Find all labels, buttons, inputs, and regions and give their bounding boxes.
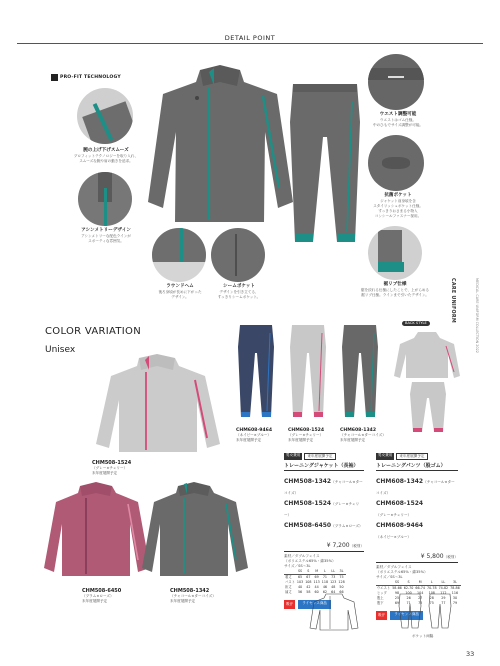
product-2-material-2: （ポリエステル65%・綿35%） bbox=[376, 569, 428, 574]
pocket-note: ポケット両脇 bbox=[412, 634, 434, 638]
callout-2-title: アシンメトリーデザイン bbox=[81, 228, 131, 233]
product-1-material-1: 素材／ダブルフェイス bbox=[284, 553, 320, 558]
product-2-code-3 bbox=[376, 518, 458, 540]
size-table-cell: 108 bbox=[305, 579, 312, 584]
product-1-name: トレーニングジャケット（長袖） bbox=[284, 462, 364, 471]
size-table-cell: 股上 bbox=[377, 595, 384, 600]
size-table-cell: 123 bbox=[330, 579, 337, 584]
variant-chm508-6450-line-1: （プラム×ローズ） bbox=[82, 594, 114, 598]
size-table-cell: ヒップ bbox=[377, 590, 387, 595]
size-table-cell: 56 bbox=[297, 589, 303, 594]
jacket-charcoal bbox=[140, 480, 250, 580]
size-table-cell: 73 bbox=[418, 600, 423, 605]
size-table-cell: 64 bbox=[331, 589, 336, 594]
size-table-cell: 29 bbox=[441, 595, 446, 600]
size-table-cell: 裄丈 bbox=[285, 584, 292, 589]
callout-6-line-3: すっきりおさまる小物入 bbox=[378, 209, 418, 213]
variant-chm508-1342-line-2: 末年度展開予定 bbox=[170, 599, 196, 603]
callout-6-line-4: コンシールファスナー採用。 bbox=[374, 214, 422, 218]
size-table-cell: 3L bbox=[452, 579, 457, 584]
product-2-code-1 bbox=[376, 474, 458, 496]
size-table-cell: 108 bbox=[428, 590, 435, 595]
size-table-cell: 26 bbox=[406, 595, 411, 600]
product-1-badge2: 来年度展開予定 bbox=[304, 453, 335, 460]
variant-chm608-1342 bbox=[340, 428, 386, 443]
product-1-price: ¥ 7,200 bbox=[326, 541, 350, 549]
callout-4-line-1: デザインを引き立てる、 bbox=[219, 290, 259, 294]
variant-chm508-1524-line-2: 末年度展開予定 bbox=[92, 471, 118, 475]
size-table-cell: 44 bbox=[314, 584, 319, 589]
product-1-code-1 bbox=[284, 474, 364, 496]
size-table-cell: 42 bbox=[306, 584, 311, 589]
size-table-cell: 104 bbox=[417, 590, 424, 595]
product-1-code-1-text: CHM508-1342 bbox=[284, 477, 332, 485]
variant-chm608-1524-line-1: （グレー×チェリー） bbox=[288, 433, 324, 437]
size-table-cell: S bbox=[407, 579, 410, 584]
size-table-cell: 79 bbox=[452, 600, 458, 605]
product-1-code-3 bbox=[284, 518, 364, 529]
variant-chm508-1342-code: CHM508-1342 bbox=[170, 588, 210, 594]
product-2-code-3-text: CHM608-9464 bbox=[376, 521, 424, 529]
product-2-badge: 男女兼用 bbox=[376, 453, 394, 460]
color-variation-title: COLOR VARIATION bbox=[45, 326, 141, 337]
product-1-code-3-text: CHM508-6450 bbox=[284, 521, 332, 529]
size-table-cell: 66 bbox=[339, 589, 344, 594]
jacket-plum bbox=[42, 480, 152, 580]
size-table-cell: 98 bbox=[394, 590, 400, 595]
callout-1-line-2: スムーズな腕や肩の動きを追求。 bbox=[79, 159, 133, 163]
size-table-cell: LL bbox=[331, 568, 336, 573]
callout-7-line-2: 裾リブ仕様。ラインまで引いたデザイン。 bbox=[361, 293, 429, 297]
variant-chm608-9464-line-1: （ネイビー×ブルー） bbox=[236, 433, 271, 437]
product-1-tax: （税別） bbox=[349, 543, 364, 548]
size-table-cell: 股下 bbox=[377, 600, 384, 605]
product-2-badge2: 来年度展開予定 bbox=[396, 453, 427, 460]
variant-chm608-9464 bbox=[236, 428, 272, 443]
variant-chm608-9464-code: CHM608-9464 bbox=[236, 428, 273, 433]
callout-3-line-2: デザイン。 bbox=[171, 295, 189, 299]
callout-7 bbox=[340, 282, 450, 298]
product-1-tag-2: ライセンス商品 bbox=[298, 600, 331, 609]
jacket-silver bbox=[93, 352, 223, 457]
callout-7-line-1: 裾を絞れる仕様にしたことで、上がらめる bbox=[360, 288, 430, 292]
size-table-cell: L bbox=[324, 568, 326, 573]
size-table-cell: 75 bbox=[339, 574, 344, 579]
callout-1-title: 腕の上げ下げスムーズ bbox=[83, 148, 129, 153]
callout-2-line-1: アシンメトリーな配色ラインが bbox=[81, 234, 131, 238]
variant-chm608-1524 bbox=[288, 428, 324, 443]
size-table-cell: SS bbox=[297, 568, 303, 573]
brand-name: PRO-FIT TECHNOLOGY bbox=[60, 75, 121, 80]
size-table-cell: 27 bbox=[418, 595, 423, 600]
side-label-sub: MEDICAL CARE UNIFORM COLLECTION 2022 bbox=[475, 278, 479, 353]
product-2-material-1: 素材／ダブルフェイス bbox=[376, 564, 412, 569]
back-style-badge: BACK STYLE bbox=[402, 321, 430, 326]
detail-seam-pocket bbox=[211, 228, 265, 282]
flat-pants-drawing bbox=[396, 592, 456, 632]
product-1-tag-1: 吸汗 bbox=[284, 600, 295, 609]
callout-5 bbox=[348, 112, 448, 128]
size-table-cell: バスト bbox=[285, 579, 295, 584]
size-table-row bbox=[376, 585, 461, 591]
callout-5-line-2: 中のひもでサイズ調整が可能。 bbox=[372, 123, 424, 127]
variant-chm508-1342 bbox=[170, 588, 216, 604]
variant-chm508-1342-line-1: （チャコール×ターコイズ） bbox=[170, 594, 216, 598]
back-style-jacket bbox=[392, 330, 462, 380]
size-table-cell: 48 bbox=[331, 584, 336, 589]
product-1-code-1-note: （チャコール×ターコイズ） bbox=[284, 479, 363, 495]
callout-4-line-2: すっきりシームポケット。 bbox=[217, 295, 261, 299]
size-table-cell: ウエスト bbox=[377, 585, 391, 590]
variant-chm508-6450 bbox=[82, 588, 121, 604]
detail-collar bbox=[78, 172, 132, 226]
detail-shoulder bbox=[77, 88, 133, 144]
size-table-cell: 118 bbox=[321, 579, 329, 584]
callout-4-title: シームポケット bbox=[223, 284, 255, 289]
header-rule bbox=[17, 43, 483, 44]
detail-cuff bbox=[368, 226, 422, 280]
size-table-cell: 62-70 bbox=[403, 585, 414, 590]
size-table-cell: S bbox=[307, 568, 310, 573]
size-table-cell: 69 bbox=[394, 600, 400, 605]
product-spec-jacket bbox=[284, 453, 364, 609]
pants-navy bbox=[236, 323, 276, 423]
size-table-cell: 46 bbox=[322, 584, 328, 589]
size-table-cell: 67 bbox=[306, 574, 311, 579]
size-table-cell: 袖丈 bbox=[285, 589, 292, 594]
size-table-cell: 30 bbox=[452, 595, 458, 600]
detail-waist bbox=[368, 54, 424, 110]
size-table-cell: 58-66 bbox=[392, 585, 402, 590]
size-table-cell: 3L bbox=[339, 568, 344, 573]
variant-chm508-1524-line-1: （グレー×チェリー） bbox=[92, 466, 128, 470]
color-variation-subtitle: Unisex bbox=[45, 345, 76, 355]
variant-chm608-9464-line-2: 末年度展開予定 bbox=[236, 438, 262, 442]
size-table-cell: 着丈 bbox=[285, 574, 292, 579]
callout-6-line-2: スタイリッシュポケット仕様。 bbox=[373, 204, 423, 208]
variant-chm508-6450-line-2: 末年度展開予定 bbox=[82, 599, 108, 603]
variant-chm608-1342-line-1: （チャコール×ターコイズ） bbox=[340, 433, 386, 437]
brand-logo bbox=[51, 74, 121, 81]
product-2-code-2-note: （グレー×チェリー） bbox=[376, 512, 412, 517]
size-table-cell: M bbox=[418, 579, 422, 584]
side-label-main: CARE UNIFORM bbox=[450, 278, 455, 323]
header-title: DETAIL POINT bbox=[224, 34, 276, 42]
size-table-cell: 73 bbox=[331, 574, 336, 579]
size-table-cell: 70-78 bbox=[426, 585, 437, 590]
product-1-price-row bbox=[284, 532, 364, 552]
callout-3-title: ラウンドヘム bbox=[166, 284, 194, 289]
callout-3-line-1: 後ろ身頃が長めに下がった bbox=[158, 290, 202, 294]
callout-5-title: ウエスト調整可能 bbox=[379, 112, 417, 117]
size-table-cell: 50 bbox=[339, 584, 344, 589]
product-1-code-2-note: （グレー×チェリー） bbox=[284, 501, 360, 517]
size-table-cell: M bbox=[315, 568, 319, 573]
size-table-cell: 71 bbox=[406, 600, 411, 605]
hero-jacket bbox=[145, 62, 295, 232]
product-1-code-2-text: CHM508-1524 bbox=[284, 499, 332, 507]
product-2-tag-2: ライセンス商品 bbox=[390, 611, 423, 620]
product-2-code-3-note: （ネイビー×ブルー） bbox=[376, 534, 411, 539]
back-style-pants bbox=[408, 380, 448, 435]
page-number: 33 bbox=[466, 650, 475, 658]
variant-chm608-1524-code: CHM608-1524 bbox=[288, 428, 325, 433]
size-table-cell: 69 bbox=[314, 574, 319, 579]
size-table-cell: 62 bbox=[322, 589, 328, 594]
product-2-code-1-note: （チャコール×ターコイズ） bbox=[376, 479, 455, 495]
size-table-cell: SS bbox=[394, 579, 400, 584]
callout-2 bbox=[56, 228, 156, 244]
variant-chm608-1524-line-2: 末年度展開予定 bbox=[288, 438, 314, 442]
variant-chm608-1342-code: CHM608-1342 bbox=[340, 428, 377, 433]
pants-charcoal bbox=[340, 323, 380, 423]
callout-1-line-1: プロフィットテクノロジーを取り入れ、 bbox=[73, 154, 139, 158]
product-1-material-2: （ポリエステル65%・綿35%） bbox=[284, 558, 336, 563]
callout-4 bbox=[194, 284, 284, 300]
hero-pants bbox=[285, 82, 365, 252]
callout-6-title: 抗菌ポケット bbox=[384, 193, 412, 198]
size-table-cell: L bbox=[430, 579, 433, 584]
size-table-cell: 75 bbox=[429, 600, 434, 605]
detail-pocket bbox=[368, 135, 424, 191]
size-table-cell: 40 bbox=[297, 584, 303, 589]
size-table-cell: 66-74 bbox=[415, 585, 425, 590]
callout-1 bbox=[56, 148, 156, 164]
size-table-cell: 71 bbox=[322, 574, 328, 579]
product-1-size-table bbox=[284, 569, 346, 595]
size-table-cell: 77 bbox=[441, 600, 446, 605]
callout-6-line-1: ジャケット前身頃を含 bbox=[380, 199, 416, 203]
callout-6 bbox=[348, 193, 448, 219]
size-table-cell: 128 bbox=[338, 579, 345, 584]
variant-chm508-1524-code: CHM508-1524 bbox=[92, 460, 132, 466]
callout-5-line-1: ウエストはゴム仕様。 bbox=[380, 118, 416, 122]
variant-chm508-1524 bbox=[92, 460, 131, 476]
product-2-name: トレーニングパンツ（股ゴム） bbox=[376, 462, 458, 471]
size-table-cell: 65 bbox=[297, 574, 303, 579]
product-2-code-2 bbox=[376, 496, 458, 518]
product-2-price-row bbox=[376, 543, 458, 563]
size-table-cell: 78-86 bbox=[450, 585, 460, 590]
product-1-code-2 bbox=[284, 496, 364, 518]
size-table-cell: 103 bbox=[296, 579, 304, 584]
size-table-cell: 112 bbox=[440, 590, 447, 595]
size-table-cell: LL bbox=[441, 579, 446, 584]
product-2-code-1-text: CHM608-1342 bbox=[376, 477, 424, 485]
product-1-code-3-note: （プラム×ローズ） bbox=[331, 523, 363, 528]
product-2-size-range: サイズ／SS〜3L bbox=[376, 574, 403, 579]
brand-mark-icon bbox=[51, 74, 58, 81]
size-table-cell: 74-82 bbox=[438, 585, 449, 590]
product-2-code-2-text: CHM608-1524 bbox=[376, 499, 424, 507]
size-table-cell: 58 bbox=[306, 589, 311, 594]
variant-chm508-6450-code: CHM508-6450 bbox=[82, 588, 122, 594]
variant-chm608-1342-line-2: 末年度展開予定 bbox=[340, 438, 366, 442]
size-table-cell: 60 bbox=[314, 589, 319, 594]
pants-silver bbox=[288, 323, 328, 423]
product-1-size-range: サイズ／SS〜3L bbox=[284, 563, 311, 568]
product-2-tag-1: 吸汗 bbox=[376, 611, 387, 620]
size-table-cell: 113 bbox=[313, 579, 320, 584]
size-table-cell: 116 bbox=[451, 590, 459, 595]
size-table-cell: 28 bbox=[429, 595, 434, 600]
callout-2-line-2: スポーティな雰囲気。 bbox=[88, 239, 124, 243]
size-table-cell: 100 bbox=[405, 590, 412, 595]
size-table-cell: 25 bbox=[394, 595, 400, 600]
product-2-price: ¥ 5,800 bbox=[420, 552, 444, 560]
product-1-badge: 男女兼用 bbox=[284, 453, 302, 460]
product-2-tax: （税別） bbox=[443, 554, 458, 559]
detail-hem bbox=[152, 228, 206, 282]
callout-7-title: 裾リブ仕様 bbox=[383, 282, 407, 287]
